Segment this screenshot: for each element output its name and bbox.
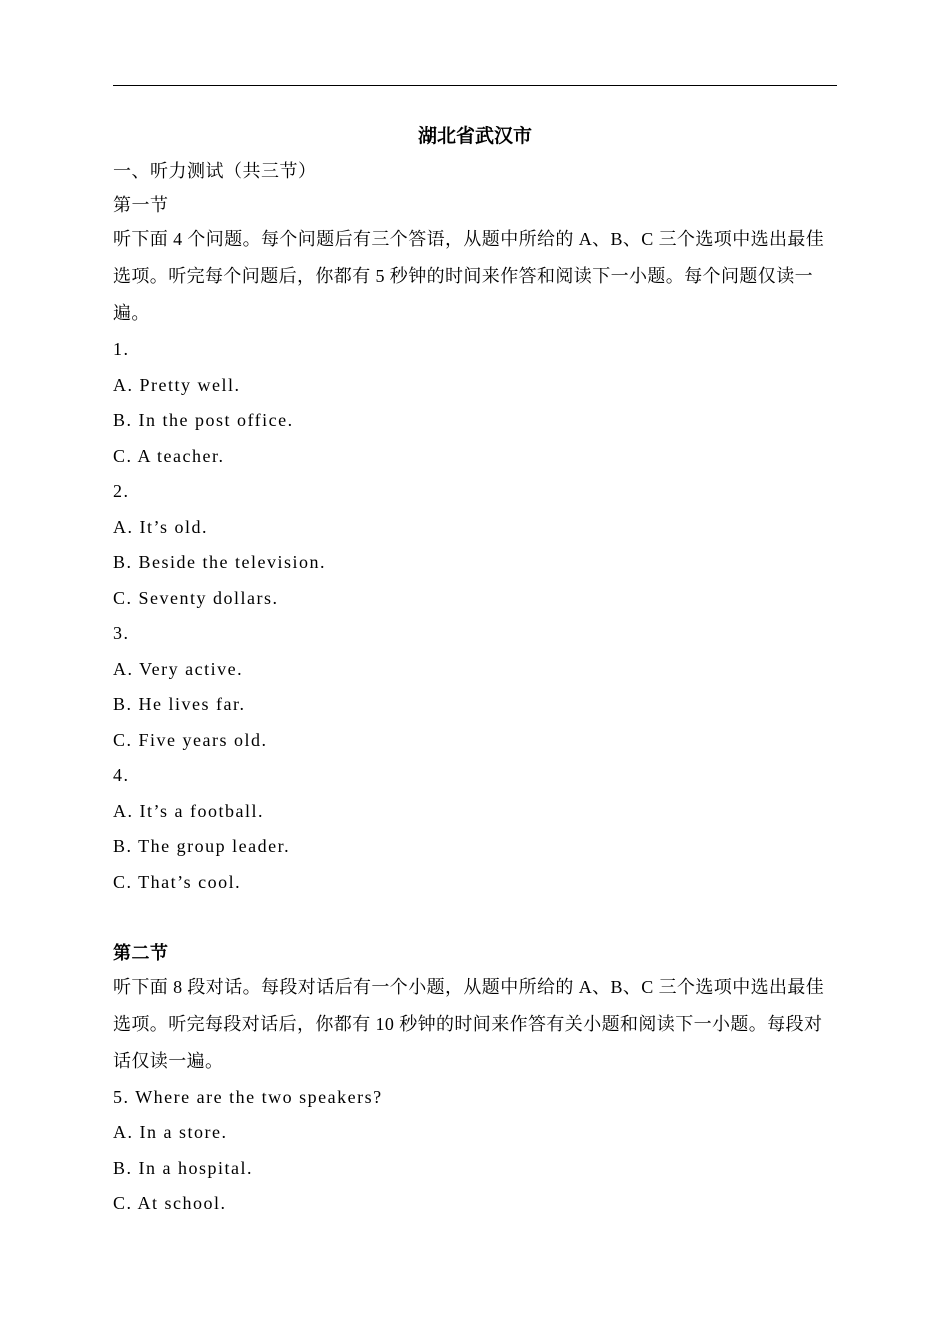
answer-option: B. In a hospital.: [113, 1158, 253, 1178]
answer-option: A. It’s a football.: [113, 801, 264, 821]
answer-option: C. Seventy dollars.: [113, 588, 279, 608]
section-one-heading: 第一节: [113, 195, 169, 215]
section-two-instructions: 听下面 8 段对话。每段对话后有一个小题，从题中所给的 A、B、C 三个选项中选出最佳选项。听完每段对话后，你都有 10 秒钟的时间来作答有关小题和阅读下一小题。每段对话仅读一遍。: [113, 977, 825, 1071]
answer-option: C. At school.: [113, 1193, 227, 1213]
answer-option: C. That’s cool.: [113, 872, 242, 892]
question-prompt: [113, 1082, 383, 1112]
answer-option: A. Very active.: [113, 659, 244, 679]
question-text: Where are the two speakers?: [135, 1087, 383, 1107]
header-rule: [113, 85, 837, 86]
question-number: 4.: [113, 765, 130, 785]
answer-option: A. In a store.: [113, 1122, 228, 1142]
question-number: 1.: [113, 339, 130, 359]
section-two-heading: 第二节: [113, 943, 169, 963]
document-title: 湖北省武汉市: [417, 126, 532, 147]
part-one-heading: 一、听力测试（共三节）: [113, 161, 317, 181]
answer-option: B. He lives far.: [113, 694, 246, 714]
answer-option: B. The group leader.: [113, 836, 291, 856]
section-one-instructions: 听下面 4 个问题。每个问题后有三个答语，从题中所给的 A、B、C 三个选项中选出最佳选项。听完每个问题后，你都有 5 秒钟的时间来作答和阅读下一小题。每个问题仅读一遍。: [113, 229, 825, 323]
answer-option: B. In the post office.: [113, 410, 294, 430]
answer-option: C. A teacher.: [113, 446, 225, 466]
answer-option: A. It’s old.: [113, 517, 209, 537]
answer-option: A. Pretty well.: [113, 375, 241, 395]
answer-option: B. Beside the television.: [113, 552, 326, 572]
question-number: 3.: [113, 623, 130, 643]
question-number: 2.: [113, 481, 130, 501]
answer-option: C. Five years old.: [113, 730, 268, 750]
question-number: 5.: [113, 1087, 130, 1107]
